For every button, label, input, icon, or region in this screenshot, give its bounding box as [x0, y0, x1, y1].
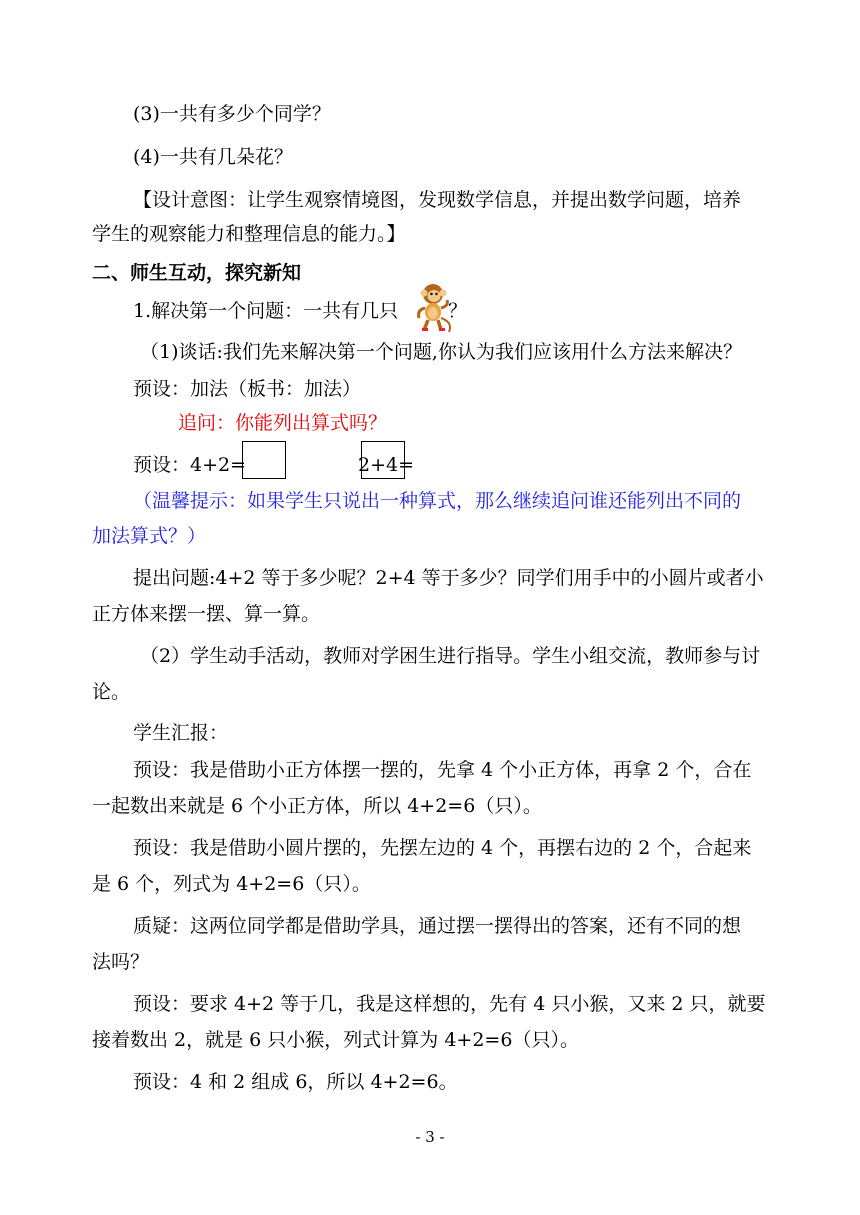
answer-box-2: [361, 441, 405, 479]
design-intent-line-1: 【设计意图：让学生观察情境图，发现数学信息，并提出数学问题，培养: [133, 189, 742, 211]
preset-3-line-1: 预设：要求 4+2 等于几，我是这样想的，先有 4 只小猴，又来 2 只，就要: [133, 993, 766, 1015]
preset-2-line-2: 是 6 个，列式为 4+2=6（只）。: [92, 873, 371, 895]
solve-first-text: 1.解决第一个问题：一共有几只: [133, 300, 399, 322]
doubt-line-2: 法吗？: [92, 951, 150, 973]
solve-first-qmark: ？: [448, 300, 468, 322]
equation-2-plus-4: 2+4=: [358, 454, 415, 476]
question-3: (3)一共有多少个同学？: [133, 103, 331, 125]
follow-up-question: 追问：你能列出算式吗？: [178, 412, 388, 434]
answer-box-1: [242, 441, 286, 479]
tip-line-1: （温馨提示：如果学生只说出一种算式，那么继续追问谁还能列出不同的: [133, 490, 742, 512]
preset-3-line-2: 接着数出 2，就是 6 只小猴，列式计算为 4+2=6（只）。: [92, 1029, 579, 1051]
preset-1-line-1: 预设：我是借助小正方体摆一摆的，先拿 4 个小正方体，再拿 2 个，合在: [133, 759, 752, 781]
tip-line-2: 加法算式？）: [92, 525, 207, 547]
page-number: - 3 -: [415, 1128, 445, 1146]
preset-addition: 预设：加法（板书：加法）: [133, 378, 362, 400]
preset-2-line-1: 预设：我是借助小圆片摆的，先摆左边的 4 个，再摆右边的 2 个，合起来: [133, 837, 752, 859]
monkey-icon: [413, 282, 455, 334]
question-4: (4)一共有几朵花？: [133, 146, 293, 168]
ask-line-1: 提出问题:4+2 等于多少呢？2+4 等于多少？同学们用手中的小圆片或者小: [133, 567, 764, 589]
activity-line-1: （2）学生动手活动，教师对学困生进行指导。学生小组交流，教师参与讨: [140, 645, 761, 667]
section-heading: 二、师生互动，探究新知: [92, 262, 302, 284]
student-report: 学生汇报：: [133, 722, 229, 744]
activity-line-2: 论。: [92, 681, 131, 703]
equation-4-plus-2: 预设：4+2=: [133, 454, 247, 476]
ask-line-2: 正方体来摆一摆、算一算。: [92, 603, 321, 625]
talk-line: （1)谈话:我们先来解决第一个问题,你认为我们应该用什么方法来解决？: [140, 341, 742, 363]
preset-1-line-2: 一起数出来就是 6 个小正方体，所以 4+2=6（只）。: [92, 795, 542, 817]
preset-4: 预设：4 和 2 组成 6，所以 4+2=6。: [133, 1071, 458, 1093]
design-intent-line-2: 学生的观察能力和整理信息的能力。】: [92, 223, 406, 245]
doubt-line-1: 质疑：这两位同学都是借助学具，通过摆一摆得出的答案，还有不同的想: [133, 915, 742, 937]
